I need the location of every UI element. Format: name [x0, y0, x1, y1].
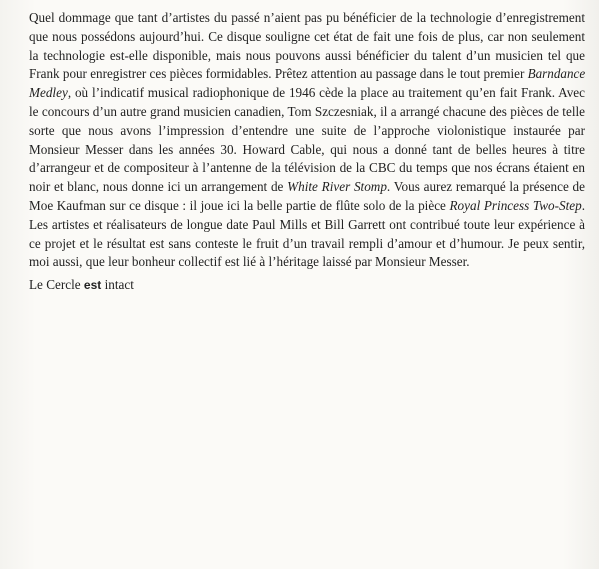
italic-title: Medley [29, 85, 68, 101]
text-line: le concours d’un autre grand musicien canadien, Tom Szczesniak, il a arrangé chacune des pièces de telle [29, 103, 585, 119]
text-line: d’arrangeur et de compositeur à l’antenne de la télévision de la CBC du temps que nos écrans étaient en [29, 160, 585, 176]
text-line: Monsieur Messer dans les années 30. Howard Cable, qui nous a donné tant de belles heures à titre [29, 141, 585, 157]
text-line: moi aussi, que leur bonheur collectif est lié à l’héritage laissé par Monsieur Messer. [29, 254, 470, 270]
text-line: ce projet et le résultat est sans conteste le fruit d’un travail rempli d’amour et d’humour. Je peux sentir, [29, 235, 585, 251]
text-line: sorte que nous avons l’impression d’entendre une suite de l’approche violonistique instaurée par [29, 122, 585, 138]
text-line: Les artistes et réalisateurs de longue date Paul Mills et Bill Garrett ont contribué toute leur expérience à [29, 216, 585, 232]
italic-title: White River Stomp [287, 179, 387, 195]
text-line: Quel dommage que tant d’artistes du passé n’aient pas pu bénéficier de la technologie d’enregistrement [29, 10, 585, 25]
text-line: Moe Kaufman sur ce disque : il joue ici la belle partie de flûte solo de la pièce Royal Princess Two-Step. [29, 197, 585, 213]
text-line: Medley, où l’indicatif musical radiophonique de 1946 cède la place au traitement qu’en fait Frank. Avec [29, 85, 585, 101]
body-paragraph [29, 9, 585, 272]
italic-title: Royal Princess Two-Step [449, 197, 582, 213]
text-line: Frank pour enregistrer ces pièces formidables. Prêtez attention au passage dans le tout premier Barndance [29, 66, 586, 82]
text-line: que nous possédons aujourd’hui. Ce disque souligne cet état de fait une fois de plus, car non seulement [29, 28, 585, 44]
text-line: noir et blanc, nous donne ici un arrangement de White River Stomp. Vous aurez remarqué la présence de [29, 179, 585, 195]
text-line: la technologie est-elle disponible, mais nous pouvons aussi bénéficier du talent d’un musicien tel que [29, 47, 585, 63]
closing-line: Le Cercle est intact [29, 277, 134, 292]
italic-title: Barndance [527, 66, 586, 82]
emphasis-word: est [83, 278, 102, 292]
